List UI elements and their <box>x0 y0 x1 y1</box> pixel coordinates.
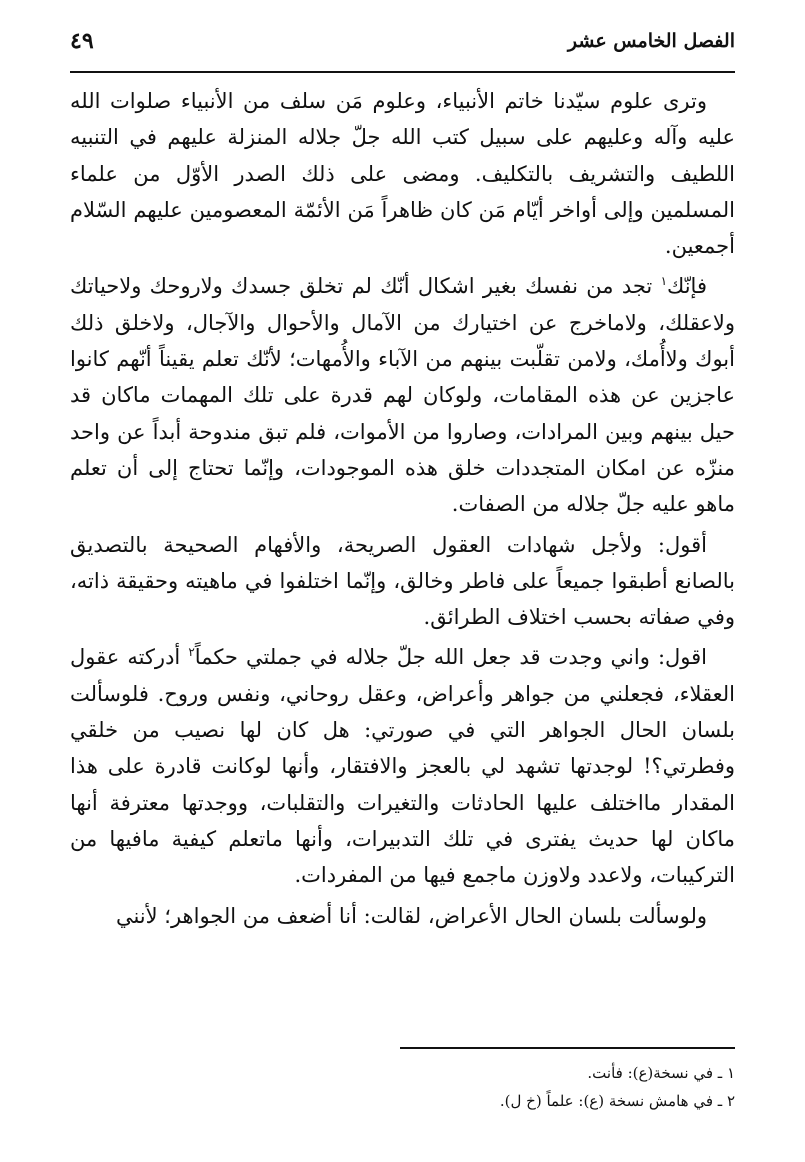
chapter-title: الفصل الخامس عشر <box>567 30 735 52</box>
footnote: ١ ـ في نسخة(ع): فأنت. <box>587 1064 735 1082</box>
paragraph <box>70 268 735 522</box>
footnote-marker: ٢ <box>188 645 195 660</box>
footnote-divider <box>400 1047 735 1049</box>
footnote: ٢ ـ في هامش نسخة (ع): علماً (خ ل). <box>499 1092 735 1110</box>
footnotes <box>70 1059 735 1115</box>
paragraph <box>70 639 735 893</box>
paragraph: أقول: ولأجل شهادات العقول الصريحة، والأفهام الصحيحة بالتصديق بالصانع أطبقوا جميعاً على فاطر وخالق، وإنّما اختلفوا في ماهيته وحقيقة ذاته، وفي صفاته بحسب اختلاف الطرائق. <box>70 532 735 630</box>
paragraph-text: تجد من نفسك بغير اشكال أنّك لم تخلق جسدك ولاروحك ولاحياتك ولاعقلك، ولاماخرج عن اختيارك من الآمال والأحوال والآجال، ولاخلق ذلك أبوك ولاأُمك، ولامن تقلّبت بينهم من الآباء والأُمهات؛ لأنّك تعلم يقيناً أنّهم كانوا عاجزين عن هذه المقامات، ولوكان لهم قدرة على تلك المهمات ماكان قد حيل بينهم وبين المرادات، وصاروا من الأموات، فلم تبق مندوحة أبداً عن واحد منزّه عن امكان المتجددات خلق هذه الموجودات، وإنّما تحتاج إلى أن تعلم ماهو عليه جلّ جلاله من الصفات. <box>70 274 735 517</box>
paragraph: وترى علوم سيّدنا خاتم الأنبياء، وعلوم مَن سلف من الأنبياء صلوات الله عليه وآله وعليهم على سبيل كتب الله جلّ جلاله المنزلة عليهم في التنبيه اللطيف والتشريف بالتكليف. ومضى على ذلك الصدر الأوّل من علماء المسلمين وإلى أواخر أيّام مَن كان ظاهراً مَن الأئمّة المعصومين عليهم السّلام أجمعين. <box>70 89 735 259</box>
header-divider <box>70 71 735 73</box>
footnote-marker: ١ <box>660 274 668 289</box>
paragraph-text: أدركته عقول العقلاء، فجعلني من جواهر وأعراض، وعقل روحاني، ونفس وروح. فلوسألت بلسان الحال الجواهر التي في صورتي: هل كان لها نصيب من خلقي وفطرتي؟! لوجدتها تشهد لي بالعجز والافتقار، وأنها لوكانت قادرة على هذا المقدار مااختلف عليها الحادثات والتغيرات والتقلبات، ووجدتها معترفة أنها ماكان لها حديث يفترى في تلك التدبيرات، وأنها ماتعلم كيفية مافيها من التركيبات، ولاعدد ولاوزن ماجمع فيها من المفردات. <box>70 645 735 888</box>
page-number: ٤٩ <box>70 28 94 54</box>
paragraph-text: فإنّك <box>667 274 707 299</box>
page-header <box>70 26 735 66</box>
paragraph-text: اقول: واني وجدت قد جعل الله جلّ جلاله في جملتي حكماً <box>194 645 708 670</box>
main-text <box>70 83 735 938</box>
paragraph: ولوسألت بلسان الحال الأعراض، لقالت: أنا أضعف من الجواهر؛ لأنني <box>115 903 707 928</box>
